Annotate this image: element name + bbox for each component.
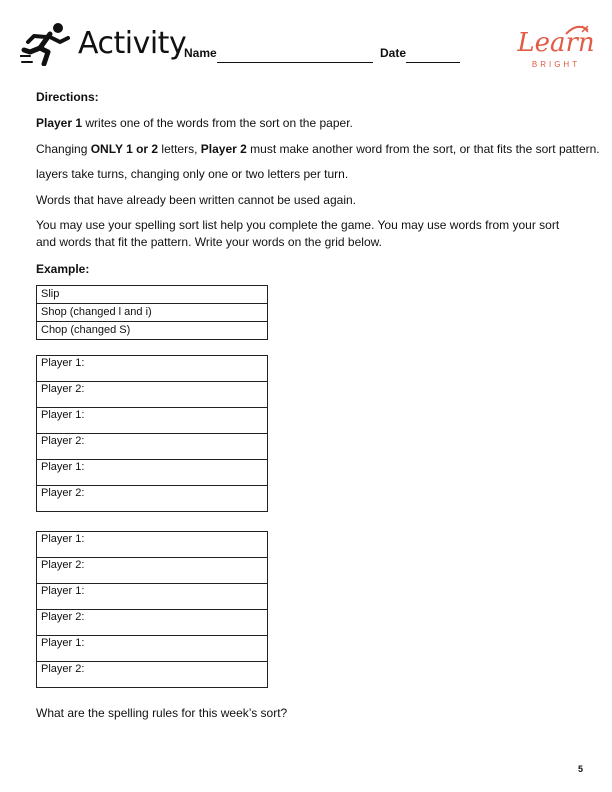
spelling-rules-question: What are the spelling rules for this week’s sort?: [36, 706, 288, 720]
direction-line-1: [36, 115, 353, 132]
player-turn-cell[interactable]: Player 2:: [37, 610, 268, 636]
table-row: [37, 286, 268, 304]
game-table-1: [36, 355, 268, 512]
table-row: [37, 460, 268, 486]
player-turn-cell[interactable]: Player 1:: [37, 408, 268, 434]
player-turn-cell[interactable]: Player 1:: [37, 460, 268, 486]
direction-line-2-emphasis: ONLY 1 or 2: [90, 142, 159, 156]
table-row: [37, 532, 268, 558]
learn-bright-logo: [516, 24, 596, 76]
table-row: [37, 434, 268, 460]
directions-heading: Directions:: [36, 90, 99, 104]
player-turn-cell[interactable]: Player 1:: [37, 356, 268, 382]
table-row: [37, 486, 268, 512]
player-turn-cell[interactable]: Player 1:: [37, 584, 268, 610]
date-field[interactable]: [406, 62, 460, 63]
direction-line-2: [36, 141, 600, 158]
page-header: [0, 0, 612, 90]
game-table-2: [36, 531, 268, 688]
direction-line-2-a: Changing: [36, 142, 91, 156]
player-turn-cell[interactable]: Player 1:: [37, 636, 268, 662]
example-cell: Chop (changed S): [37, 322, 268, 340]
page-title: Activity: [78, 26, 187, 61]
player-turn-cell[interactable]: Player 2:: [37, 558, 268, 584]
direction-line-5: You may use your spelling sort list help you complete the game. You may use words from your sort and words that fit the pattern. Write your words on the grid below.: [36, 218, 560, 249]
direction-line-3: layers take turns, changing only one or two letters per turn.: [36, 167, 349, 181]
logo-word: Learn: [517, 28, 595, 58]
player-2-label: Player 2: [200, 142, 247, 156]
table-row: [37, 356, 268, 382]
example-table: [36, 285, 268, 340]
player-turn-cell[interactable]: Player 2:: [37, 382, 268, 408]
player-turn-cell[interactable]: Player 2:: [37, 434, 268, 460]
page-number: 5: [578, 764, 584, 774]
table-row: [37, 584, 268, 610]
table-row: [37, 636, 268, 662]
direction-line-1-text: writes one of the words from the sort on the paper.: [82, 116, 353, 130]
direction-line-2-c: must make another word from the sort, or that fits the sort pattern.: [246, 142, 600, 156]
name-field[interactable]: [217, 62, 373, 63]
table-row: [37, 382, 268, 408]
player-turn-cell[interactable]: Player 2:: [37, 486, 268, 512]
direction-line-4: Words that have already been written cannot be used again.: [36, 193, 356, 207]
player-1-label: Player 1: [36, 116, 83, 130]
player-turn-cell[interactable]: Player 2:: [37, 662, 268, 688]
example-heading: Example:: [36, 262, 90, 276]
table-row: [37, 408, 268, 434]
direction-line-2-b: letters,: [158, 142, 201, 156]
table-row: [37, 304, 268, 322]
running-person-icon: [20, 22, 72, 66]
table-row: [37, 662, 268, 688]
logo-subtitle: BRIGHT: [531, 60, 581, 69]
date-label: Date: [380, 46, 407, 60]
example-cell: Slip: [37, 286, 268, 304]
table-row: [37, 558, 268, 584]
player-turn-cell[interactable]: Player 1:: [37, 532, 268, 558]
name-label: Name: [184, 46, 217, 60]
table-row: [37, 610, 268, 636]
example-cell: Shop (changed l and i): [37, 304, 268, 322]
table-row: [37, 322, 268, 340]
